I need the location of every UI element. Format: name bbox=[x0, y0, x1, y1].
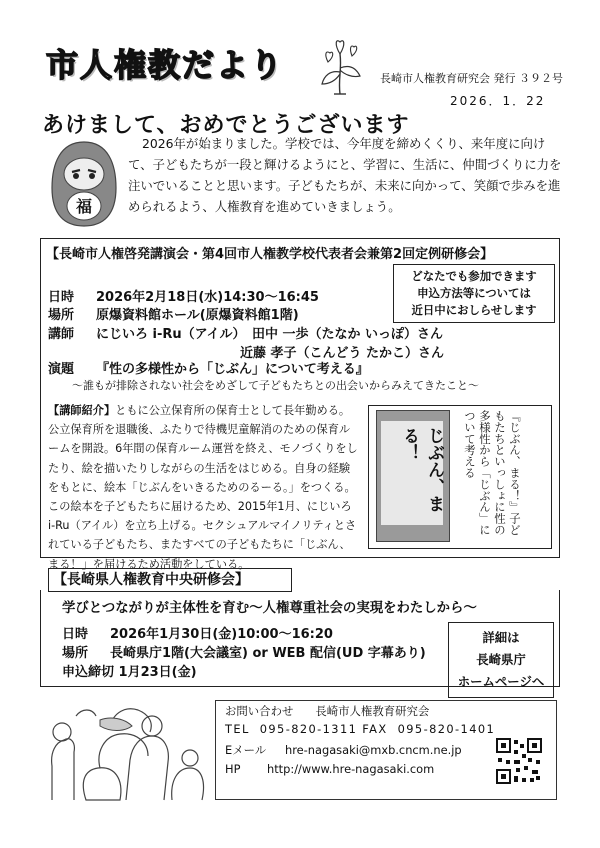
event1-notice bbox=[393, 264, 555, 323]
bio-heading: 【講師紹介】 bbox=[48, 404, 116, 417]
hp-url[interactable]: http://www.hre-nagasaki.com bbox=[267, 762, 435, 776]
book-cover-title: じぶん、まる！ bbox=[399, 427, 444, 512]
detail-line: 長崎県庁 bbox=[476, 652, 526, 667]
inquiry-label: お問い合わせ bbox=[225, 704, 294, 718]
email-value[interactable]: hre-nagasaki@mxb.cncm.ne.jp bbox=[285, 743, 462, 757]
bio-text: ともに公立保育所の保育士として長年勤める。公立保育所を退職後、ふたりで待機児童解消のための保育ルームを開設。6年間の保育ルーム運営を終え、モノづくりをしたり、絵を描いたりしながらの生活をはじめる。自身の経験をもとに、絵本「じぶんをいきるためのるーる。」をつくる。この絵本を子どもたちに届けるため、2015年1月、にじいろ i-Ru（アイル）を立ち上げる。セクシュアルマイノリティとされている子どもたち、またすべての子どもたちに「じぶん、まる！」を届けるため活動をしている。 bbox=[48, 404, 358, 571]
lecturer-bio bbox=[48, 401, 360, 574]
qr-code-icon[interactable] bbox=[496, 738, 542, 784]
tel-value[interactable]: 095-820-1311 bbox=[259, 722, 358, 736]
place-label: 場所 bbox=[62, 646, 89, 661]
event2-deadline: 申込締切 1月23日(金) bbox=[62, 665, 197, 680]
lecturer2-value: 近藤 孝子（こんどう たかこ）さん bbox=[240, 346, 445, 361]
datetime-label: 日時 bbox=[48, 290, 75, 305]
hp-label: HP bbox=[225, 762, 241, 776]
event2-theme: 学びとつながりが主体性を育む～人権尊重社会の実現をわたしから～ bbox=[62, 601, 477, 616]
notice-line: どなたでも参加できます bbox=[411, 269, 537, 283]
hp-row bbox=[225, 762, 434, 776]
event1-place bbox=[48, 306, 299, 325]
publisher: 長崎市人権教育研究会 発行 ３９２号 bbox=[380, 72, 563, 85]
daruma-text: 福 bbox=[75, 197, 92, 216]
event1-title: 【長崎市人権啓発講演会・第4回市人権教学校代表者会兼第2回定例研修会】 bbox=[46, 247, 494, 262]
intro-paragraph: 2026年が始まりました。学校では、今年度を締めくくり、来年度に向けて、子どもたちが一段と輝けるようにと、学習に、生活に、仲間づくりに力を注いでいることと思います。子どもたちが、未来に向かって、笑顔で歩みを進められるよう、人権教育を進めていきましょう。 bbox=[128, 136, 562, 214]
datetime-value: 2026年2月18日(水)14:30～16:45 bbox=[96, 290, 319, 305]
event1-lecturer bbox=[48, 325, 443, 344]
book-cover bbox=[376, 410, 450, 542]
fax-label: FAX bbox=[362, 722, 388, 736]
animals-illustration bbox=[40, 696, 210, 806]
newsletter-title: 市人権教だより bbox=[46, 46, 285, 84]
event1-datetime bbox=[48, 288, 319, 307]
event2-datetime bbox=[62, 625, 333, 644]
org-name: 長崎市人権教育研究会 bbox=[315, 704, 430, 718]
topic-value: 『性の多様性から「じぶん」について考える』 bbox=[96, 362, 369, 377]
greeting-heading: あけまして、おめでとうございます bbox=[42, 113, 410, 138]
topic-label: 演題 bbox=[48, 362, 75, 377]
lecturer-label: 講師 bbox=[48, 327, 75, 342]
notice-line: 申込方法等については bbox=[417, 286, 531, 300]
datetime-label: 日時 bbox=[62, 627, 89, 642]
inquiry-row bbox=[225, 703, 429, 719]
flower-icon bbox=[316, 34, 364, 96]
fax-value: 095-820-1401 bbox=[397, 722, 496, 736]
event2-title: 【長崎県人権教育中央研修会】 bbox=[48, 568, 292, 592]
daruma-illustration bbox=[48, 140, 120, 228]
email-label: Eメール bbox=[225, 743, 267, 757]
event2-detail-link[interactable] bbox=[448, 622, 554, 698]
notice-line: 近日中におしらせします bbox=[411, 303, 537, 317]
event1-subtitle: ～誰もが排除されない社会をめざして子どもたちとの出会いからみえてきたこと～ bbox=[72, 379, 479, 392]
detail-line: 詳細は bbox=[482, 630, 520, 645]
event2-place bbox=[62, 644, 426, 663]
detail-line: ホームページへ bbox=[457, 674, 545, 689]
tel-label: TEL bbox=[225, 722, 250, 736]
email-row bbox=[225, 742, 462, 758]
issue-date: 2026．1．22 bbox=[450, 94, 546, 108]
book-caption: 『じぶん、まる！』子どもたちといっしょに性の多様性から「じぶん」について考える bbox=[463, 410, 522, 536]
tel-fax-row bbox=[225, 722, 495, 736]
datetime-value: 2026年1月30日(金)10:00～16:20 bbox=[110, 627, 333, 642]
place-value: 長崎県庁1階(大会議室) or WEB 配信(UD 字幕あり) bbox=[110, 646, 426, 661]
place-label: 場所 bbox=[48, 308, 75, 323]
place-value: 原爆資料館ホール(原爆資料館1階) bbox=[96, 308, 299, 323]
lecturer1-value: にじいろ i-Ru（アイル） 田中 一歩（たなか いっぽ）さん bbox=[96, 327, 444, 342]
